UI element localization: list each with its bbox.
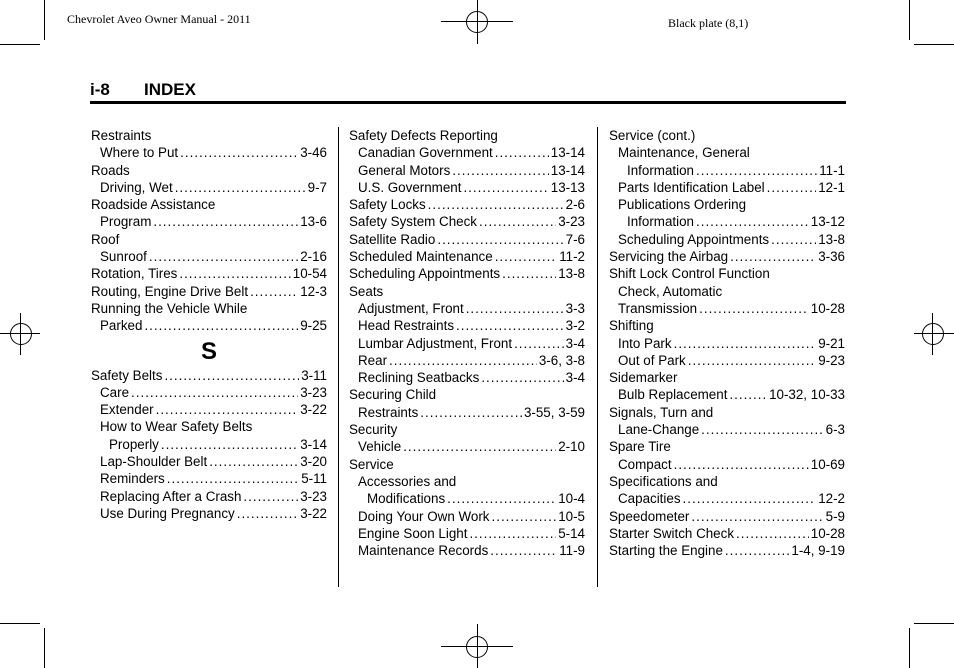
dot-leader <box>420 404 522 421</box>
index-entry <box>91 213 327 230</box>
entry-term: Starting the Engine <box>609 543 723 559</box>
crop-mark <box>914 623 954 624</box>
dot-leader <box>437 231 563 248</box>
dot-leader <box>243 488 298 505</box>
index-entry <box>349 231 585 248</box>
entry-page-reference: 3-55, 3-59 <box>523 404 585 420</box>
entry-page-reference: 9-25 <box>300 318 327 334</box>
dot-leader <box>688 352 816 369</box>
entry-term: Scheduling Appointments <box>349 266 501 282</box>
index-entry <box>349 508 585 525</box>
dot-leader <box>479 213 556 230</box>
entry-term: Roof <box>91 231 120 247</box>
dot-leader <box>447 490 556 507</box>
crop-mark <box>0 44 40 45</box>
index-entry <box>609 456 845 473</box>
dot-leader <box>674 335 817 352</box>
index-entry <box>349 196 585 213</box>
dot-leader <box>514 335 564 352</box>
dot-leader <box>403 438 556 455</box>
entry-term: Lap-Shoulder Belt <box>100 454 208 470</box>
entry-term: Restraints <box>358 404 419 420</box>
index-entry <box>91 144 327 161</box>
entry-term: Sidemarker <box>609 370 678 386</box>
index-entry <box>349 317 585 334</box>
entry-page-reference: 3-23 <box>300 488 327 504</box>
crop-mark <box>909 0 910 40</box>
entry-page-reference: 3-6, 3-8 <box>538 352 585 368</box>
index-entry <box>349 456 585 473</box>
entry-term: Where to Put <box>100 145 179 161</box>
index-entry <box>91 367 327 384</box>
dot-leader <box>237 505 298 522</box>
dot-leader <box>209 453 298 470</box>
index-entry <box>91 162 327 179</box>
dot-leader <box>452 162 548 179</box>
index-column-1 <box>91 127 327 522</box>
entry-term: Speedometer <box>609 508 690 524</box>
entry-page-reference: 3-22 <box>300 505 327 521</box>
entry-page-reference: 3-4 <box>565 335 585 351</box>
index-entry <box>609 386 845 403</box>
index-entry <box>91 127 327 144</box>
entry-page-reference: 12-3 <box>300 283 327 299</box>
index-entry <box>609 525 845 542</box>
entry-page-reference: 3-4 <box>565 370 585 386</box>
entry-term: Head Restraints <box>358 318 455 334</box>
dot-leader <box>250 283 298 300</box>
entry-page-reference: 11-1 <box>819 162 845 178</box>
entry-term: Running the Vehicle While <box>91 300 248 316</box>
index-entry <box>349 144 585 161</box>
index-entry <box>91 283 327 300</box>
dot-leader <box>389 352 537 369</box>
dot-leader <box>179 265 290 282</box>
dot-leader <box>156 401 299 418</box>
entry-term: Shift Lock Control Function <box>609 266 770 282</box>
index-entry <box>609 300 845 317</box>
entry-term: Lumbar Adjustment, Front <box>358 335 513 351</box>
document-header: Chevrolet Aveo Owner Manual - 2011 <box>67 12 251 26</box>
index-entry <box>349 248 585 265</box>
entry-term: Canadian Government <box>358 145 493 161</box>
entry-page-reference: 9-23 <box>818 352 845 368</box>
index-entry <box>609 248 845 265</box>
entry-term: Driving, Wet <box>100 179 173 195</box>
index-entry <box>91 436 327 453</box>
dot-leader <box>481 369 563 386</box>
entry-term: Shifting <box>609 318 654 334</box>
entry-page-reference: 10-28 <box>810 525 845 541</box>
dot-leader <box>691 508 823 525</box>
entry-page-reference: 13-6 <box>300 214 327 230</box>
entry-term: Bulb Replacement <box>618 387 728 403</box>
section-letter: S <box>200 337 217 365</box>
index-entry <box>609 352 845 369</box>
index-entry <box>91 265 327 282</box>
entry-term: Program <box>100 214 152 230</box>
entry-term: Scheduled Maintenance <box>349 249 493 265</box>
index-entry <box>349 352 585 369</box>
dot-leader <box>167 470 299 487</box>
entry-term: Rear <box>358 352 388 368</box>
entry-term: Reminders <box>100 471 165 487</box>
entry-page-reference: 10-5 <box>558 508 585 524</box>
dot-leader <box>771 231 816 248</box>
dot-leader <box>502 265 556 282</box>
entry-term: Publications Ordering <box>618 197 747 213</box>
entry-page-reference: 13-12 <box>810 214 845 230</box>
entry-page-reference: 7-6 <box>565 231 585 247</box>
entry-page-reference: 2-16 <box>300 249 327 265</box>
dot-leader <box>696 162 817 179</box>
index-entry <box>91 401 327 418</box>
entry-page-reference: 10-32, 10-33 <box>769 387 845 403</box>
entry-term: Safety Locks <box>349 197 426 213</box>
entry-term: Information <box>627 214 694 230</box>
entry-term: Roadside Assistance <box>91 197 216 213</box>
entry-term: Signals, Turn and <box>609 404 714 420</box>
index-entry <box>91 179 327 196</box>
page-title <box>90 80 196 100</box>
entry-term: Use During Pregnancy <box>100 505 235 521</box>
index-entry <box>609 421 845 438</box>
plate-label: Black plate (8,1) <box>668 16 749 30</box>
index-entry <box>349 283 585 300</box>
entry-term: Rotation, Tires <box>91 266 178 282</box>
index-entry <box>349 438 585 455</box>
entry-page-reference: 3-23 <box>300 384 327 400</box>
entry-page-reference: 3-14 <box>300 436 327 452</box>
index-entry <box>609 144 845 161</box>
title-rule <box>90 101 846 104</box>
dot-leader <box>492 508 557 525</box>
entry-term: Properly <box>109 436 159 452</box>
entry-term: Scheduling Appointments <box>618 231 770 247</box>
index-entry <box>609 542 845 559</box>
entry-term: Maintenance Records <box>358 543 489 559</box>
entry-term: Parts Identification Label <box>618 179 765 195</box>
entry-term: Starter Switch Check <box>609 525 735 541</box>
entry-page-reference: 3-46 <box>300 145 327 161</box>
entry-page-reference: 2-10 <box>558 439 585 455</box>
entry-page-reference: 5-14 <box>558 525 585 541</box>
index-entry <box>609 335 845 352</box>
entry-page-reference: 13-14 <box>550 162 585 178</box>
entry-page-reference: 13-8 <box>818 231 845 247</box>
entry-page-reference: 11-2 <box>559 249 585 265</box>
dot-leader <box>683 490 817 507</box>
entry-term: Care <box>100 384 130 400</box>
dot-leader <box>175 179 306 196</box>
entry-term: Parked <box>100 318 143 334</box>
entry-page-reference: 12-2 <box>818 491 845 507</box>
entry-term: Spare Tire <box>609 439 671 455</box>
index-entry <box>91 453 327 470</box>
entry-term: Safety Belts <box>91 367 163 383</box>
page-number: i-8 <box>90 80 110 99</box>
crop-mark <box>44 628 45 668</box>
dot-leader <box>701 421 823 438</box>
entry-page-reference: 3-3 <box>565 300 585 316</box>
index-entry <box>91 470 327 487</box>
entry-term: Satellite Radio <box>349 231 436 247</box>
dot-leader <box>725 542 789 559</box>
dot-leader <box>730 248 816 265</box>
column-divider <box>338 127 339 587</box>
dot-leader <box>180 144 298 161</box>
entry-term: Into Park <box>618 335 672 351</box>
index-entry <box>349 300 585 317</box>
entry-page-reference: 5-9 <box>825 508 845 524</box>
entry-term: Sunroof <box>100 249 147 265</box>
dot-leader <box>674 456 809 473</box>
index-entry <box>609 213 845 230</box>
index-entry <box>91 384 327 401</box>
dot-leader <box>149 248 298 265</box>
index-entry <box>91 300 327 317</box>
entry-page-reference: 3-23 <box>558 214 585 230</box>
entry-page-reference: 13-13 <box>550 179 585 195</box>
dot-leader <box>466 300 564 317</box>
entry-page-reference: 3-2 <box>565 318 585 334</box>
entry-term: Transmission <box>618 300 698 316</box>
entry-term: Reclining Seatbacks <box>358 370 480 386</box>
index-entry <box>609 265 845 282</box>
entry-term: Modifications <box>367 491 446 507</box>
entry-page-reference: 13-8 <box>558 266 585 282</box>
index-entry <box>349 265 585 282</box>
dot-leader <box>729 386 767 403</box>
index-entry <box>91 505 327 522</box>
entry-page-reference: 10-28 <box>810 300 845 316</box>
index-entry <box>609 404 845 421</box>
index-entry <box>349 179 585 196</box>
entry-page-reference: 10-54 <box>292 266 327 282</box>
index-entry <box>349 473 585 490</box>
index-entry <box>609 127 845 144</box>
entry-page-reference: 3-36 <box>818 249 845 265</box>
entry-term: Service (cont.) <box>609 128 696 143</box>
index-entry <box>609 473 845 490</box>
entry-term: Seats <box>349 283 384 299</box>
index-entry <box>91 248 327 265</box>
section-title: INDEX <box>144 80 196 99</box>
crop-mark <box>909 628 910 668</box>
dot-leader <box>696 213 809 230</box>
entry-term: Capacities <box>618 491 681 507</box>
dot-leader <box>144 317 298 334</box>
entry-page-reference: 3-20 <box>300 454 327 470</box>
entry-term: Replacing After a Crash <box>100 488 242 504</box>
entry-term: Specifications and <box>609 473 718 489</box>
index-entry <box>609 369 845 386</box>
entry-term: Doing Your Own Work <box>358 508 490 524</box>
entry-term: Information <box>627 162 694 178</box>
entry-term: Servicing the Airbag <box>609 249 729 265</box>
entry-term: Engine Soon Light <box>358 525 468 541</box>
index-entry <box>91 317 327 334</box>
entry-term: Extender <box>100 402 154 418</box>
entry-term: Out of Park <box>618 352 686 368</box>
entry-page-reference: 6-3 <box>825 422 845 438</box>
index-column-3 <box>609 127 845 559</box>
index-entry <box>609 438 845 455</box>
entry-page-reference: 2-6 <box>565 197 585 213</box>
index-entry <box>609 179 845 196</box>
dot-leader <box>495 144 549 161</box>
dot-leader <box>490 542 557 559</box>
dot-leader <box>161 436 298 453</box>
entry-page-reference: 10-69 <box>810 456 845 472</box>
index-entry <box>349 213 585 230</box>
entry-term: Routing, Engine Drive Belt <box>91 283 249 299</box>
index-entry <box>349 369 585 386</box>
entry-term: Safety Defects Reporting <box>349 128 498 143</box>
dot-leader <box>767 179 817 196</box>
entry-term: Compact <box>618 456 672 472</box>
index-entry <box>91 418 327 435</box>
index-entry <box>349 421 585 438</box>
index-entry <box>609 508 845 525</box>
entry-term: Check, Automatic <box>618 283 723 299</box>
index-entry <box>349 542 585 559</box>
entry-term: Lane-Change <box>618 422 700 438</box>
entry-term: Service <box>349 456 394 472</box>
dot-leader <box>495 248 558 265</box>
index-entry <box>609 317 845 334</box>
index-entry <box>609 283 845 300</box>
index-entry <box>349 386 585 403</box>
index-entry <box>349 525 585 542</box>
entry-page-reference: 13-14 <box>550 145 585 161</box>
index-entry <box>609 231 845 248</box>
entry-page-reference: 9-21 <box>818 335 845 351</box>
dot-leader <box>131 384 298 401</box>
entry-page-reference: 9-7 <box>307 179 327 195</box>
entry-term: Restraints <box>91 128 152 143</box>
entry-page-reference: 11-9 <box>559 543 585 559</box>
index-entry <box>91 488 327 505</box>
index-entry <box>609 196 845 213</box>
crop-mark <box>44 0 45 40</box>
entry-term: Accessories and <box>358 473 457 489</box>
entry-page-reference: 1-4, 9-19 <box>791 543 845 559</box>
dot-leader <box>428 196 564 213</box>
index-entry <box>349 127 585 144</box>
index-entry <box>609 490 845 507</box>
entry-page-reference: 5-11 <box>301 471 327 487</box>
dot-leader <box>153 213 298 230</box>
entry-term: How to Wear Safety Belts <box>100 419 253 435</box>
entry-page-reference: 3-22 <box>300 402 327 418</box>
dot-leader <box>469 525 556 542</box>
dot-leader <box>463 179 548 196</box>
entry-term: General Motors <box>358 162 451 178</box>
index-entry <box>349 162 585 179</box>
dot-leader <box>699 300 809 317</box>
index-entry <box>91 196 327 213</box>
entry-term: Adjustment, Front <box>358 300 464 316</box>
dot-leader <box>736 525 809 542</box>
index-entry <box>349 404 585 421</box>
crop-mark <box>914 44 954 45</box>
column-divider <box>597 127 598 587</box>
dot-leader <box>164 367 299 384</box>
entry-term: Maintenance, General <box>618 145 750 161</box>
entry-page-reference: 12-1 <box>818 179 845 195</box>
entry-term: U.S. Government <box>358 179 462 195</box>
entry-term: Roads <box>91 162 130 178</box>
entry-term: Vehicle <box>358 439 402 455</box>
entry-term: Security <box>349 422 398 438</box>
dot-leader <box>456 317 564 334</box>
entry-term: Safety System Check <box>349 214 478 230</box>
index-entry <box>91 231 327 248</box>
entry-term: Securing Child <box>349 387 437 403</box>
crop-mark <box>0 623 40 624</box>
index-entry <box>609 162 845 179</box>
index-entry <box>349 335 585 352</box>
index-column-2 <box>349 127 585 559</box>
index-entry <box>349 490 585 507</box>
entry-page-reference: 3-11 <box>301 367 327 383</box>
entry-page-reference: 10-4 <box>558 491 585 507</box>
